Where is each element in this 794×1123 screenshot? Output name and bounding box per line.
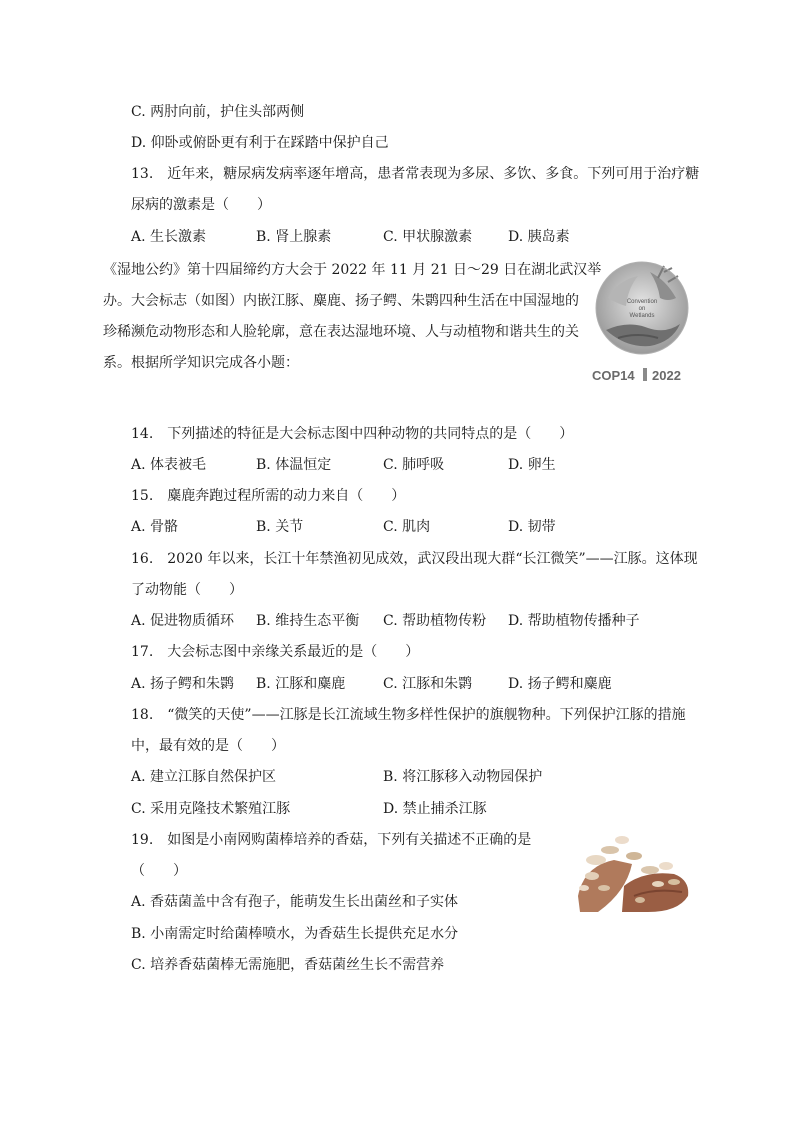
q14-stem: 14. 下列描述的特征是大会标志图中四种动物的共同特点的是（ ） — [131, 426, 574, 442]
q13-option-c: C. 甲状腺激素 — [383, 229, 473, 245]
logo-year-label: 2022 — [652, 368, 681, 383]
q15-option-a: A. 骨骼 — [131, 519, 179, 535]
passage-line1: 《湿地公约》第十四届缔约方大会于 2022 年 11 月 21 日～29 日在湖北武汉举 — [103, 262, 602, 278]
logo-separator-icon — [643, 368, 647, 381]
cop14-wetlands-logo — [588, 258, 696, 386]
q18-option-b: B. 将江豚移入动物园保护 — [383, 769, 543, 785]
q13-option-b: B. 肾上腺素 — [256, 229, 332, 245]
mushroom-log-image — [574, 826, 692, 914]
q14-option-c: C. 肺呼吸 — [383, 457, 445, 473]
q14-option-a: A. 体表被毛 — [131, 457, 207, 473]
q13-stem-line2: 尿病的激素是（ ） — [131, 197, 271, 213]
q15-stem: 15. 麋鹿奔跑过程所需的动力来自（ ） — [131, 488, 406, 504]
q16-stem-line2: 了动物能（ ） — [131, 582, 243, 598]
q19-option-c: C. 培养香菇菌棒无需施肥，香菇菌丝生长不需营养 — [131, 957, 445, 973]
q13-option-d: D. 胰岛素 — [508, 229, 570, 245]
q14-option-d: D. 卵生 — [508, 457, 556, 473]
q18-stem-line1: 18. “微笑的天使”——江豚是长江流域生物多样性保护的旗舰物种。下列保护江豚的措施 — [131, 707, 686, 723]
q16-option-b: B. 维持生态平衡 — [256, 613, 360, 629]
logo-text-2: on — [638, 306, 646, 312]
q19-stem-line1: 19. 如图是小南网购菌棒培养的香菇，下列有关描述不正确的是 — [131, 832, 532, 848]
q16-stem-line1: 16. 2020 年以来，长江十年禁渔初见成效，武汉段出现大群“长江微笑”——江豚。这体现 — [131, 551, 698, 567]
q17-option-b: B. 江豚和麋鹿 — [256, 676, 346, 692]
q16-option-c: C. 帮助植物传粉 — [383, 613, 487, 629]
q16-option-d: D. 帮助植物传播种子 — [508, 613, 640, 629]
q18-option-d: D. 禁止捕杀江豚 — [383, 801, 487, 817]
q13-stem-line1: 13. 近年来，糖尿病发病率逐年增高，患者常表现为多尿、多饮、多食。下列可用于治疗糖 — [131, 166, 700, 182]
q16-option-a: A. 促进物质循环 — [131, 613, 235, 629]
q15-option-c: C. 肌肉 — [383, 519, 431, 535]
logo-cop-label: COP14 — [592, 368, 635, 383]
passage-line3: 珍稀濒危动物形态和人脸轮廓，意在表达湿地环境、人与动植物和谐共生的关 — [103, 324, 579, 340]
q12-option-d: D. 仰卧或俯卧更有利于在踩踏中保护自己 — [131, 135, 389, 151]
q17-option-d: D. 扬子鳄和麋鹿 — [508, 676, 612, 692]
q14-option-b: B. 体温恒定 — [256, 457, 332, 473]
q19-option-a: A. 香菇菌盖中含有孢子，能萌发生长出菌丝和子实体 — [131, 894, 459, 910]
q12-option-c: C. 两肘向前，护住头部两侧 — [131, 104, 305, 120]
q15-option-d: D. 韧带 — [508, 519, 556, 535]
q17-option-a: A. 扬子鳄和朱鹮 — [131, 676, 235, 692]
logo-text-1: Convention — [626, 299, 658, 305]
q17-option-c: C. 江豚和朱鹮 — [383, 676, 473, 692]
passage-line4: 系。根据所学知识完成各小题： — [103, 355, 299, 371]
passage-line2: 办。大会标志（如图）内嵌江豚、麋鹿、扬子鳄、朱鹮四种生活在中国湿地的 — [103, 293, 579, 309]
q18-option-c: C. 采用克隆技术繁殖江豚 — [131, 801, 291, 817]
q18-stem-line2: 中，最有效的是（ ） — [131, 738, 285, 754]
q17-stem: 17. 大会标志图中亲缘关系最近的是（ ） — [131, 644, 420, 660]
q19-stem-line2: （ ） — [131, 863, 187, 879]
q18-option-a: A. 建立江豚自然保护区 — [131, 769, 277, 785]
logo-text-3: Wetlands — [629, 313, 655, 319]
q19-option-b: B. 小南需定时给菌棒喷水，为香菇生长提供充足水分 — [131, 926, 459, 942]
q13-option-a: A. 生长激素 — [131, 229, 207, 245]
q15-option-b: B. 关节 — [256, 519, 304, 535]
